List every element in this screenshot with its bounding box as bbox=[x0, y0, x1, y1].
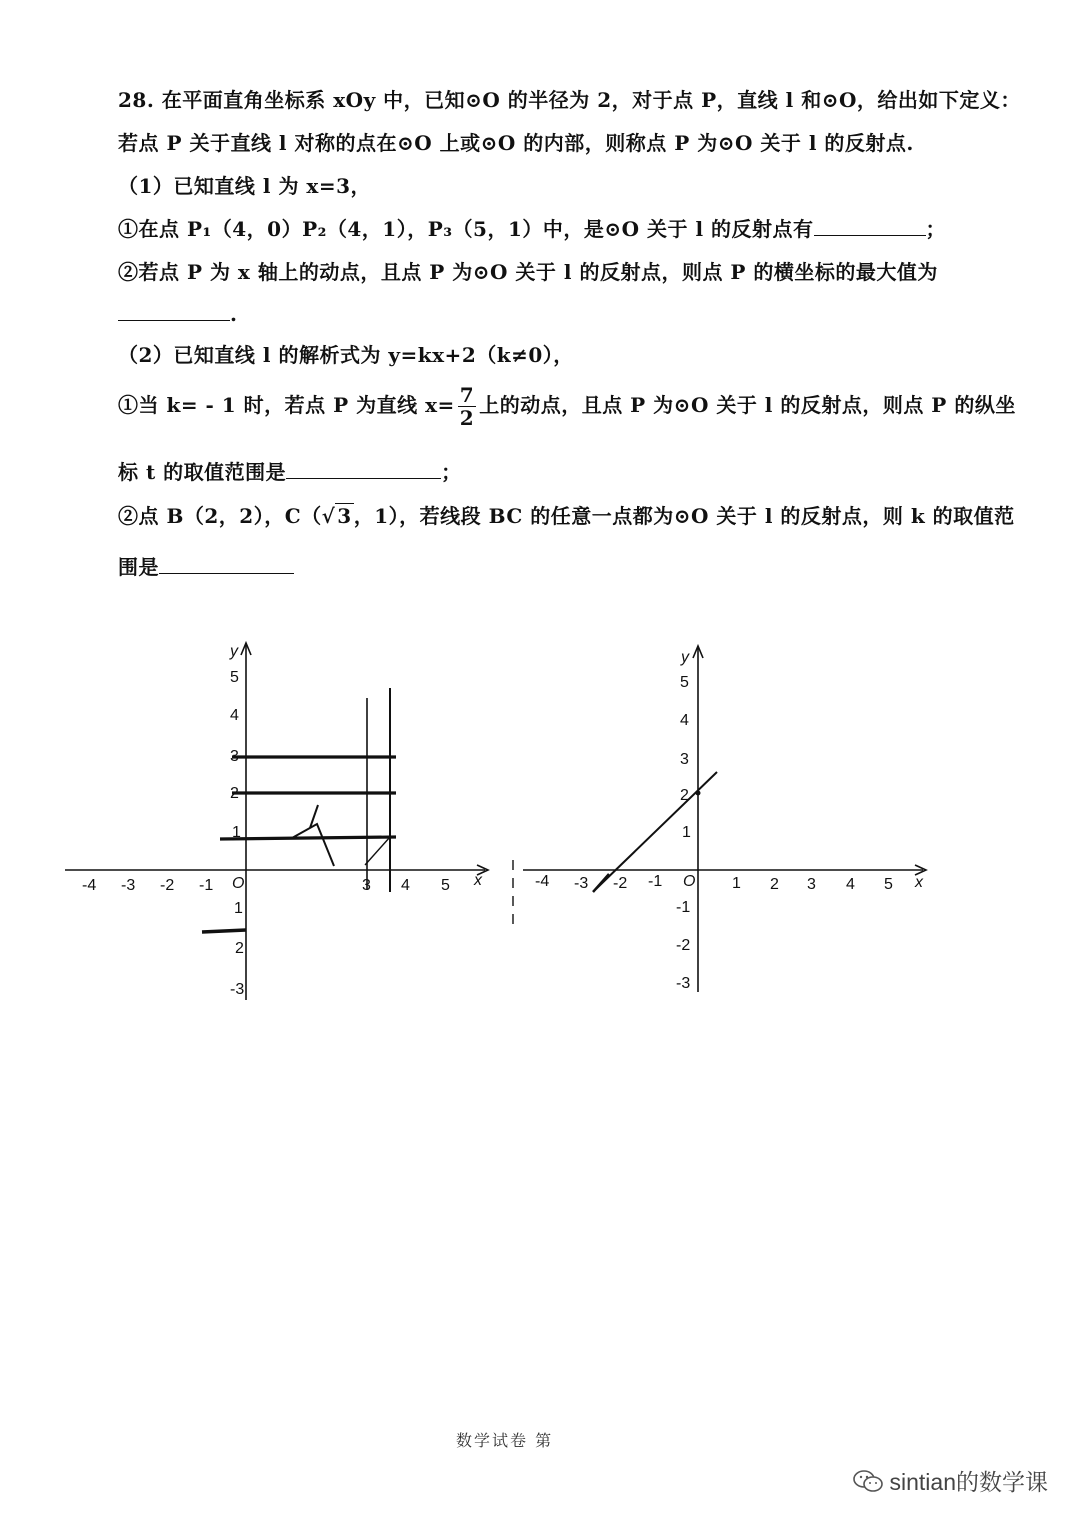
origin-label: O bbox=[232, 875, 245, 892]
x-axis-label: x bbox=[474, 872, 482, 889]
y-tick-label: 2 bbox=[680, 787, 689, 804]
x-tick-label: 4 bbox=[401, 877, 410, 894]
part1-q1: ①在点 P₁（4，0）P₂（4，1），P₃（5，1）中，是⊙O 关于 l 的反射点有 ； bbox=[118, 217, 947, 241]
question-intro: 在平面直角坐标系 xOy 中，已知⊙O 的半径为 2，对于点 P，直线 l 和⊙O，给出如下定义： bbox=[161, 88, 1021, 112]
y-tick-label: 1 bbox=[682, 824, 691, 841]
part1-q2-answer: . bbox=[118, 300, 1018, 326]
y-tick-label: 5 bbox=[680, 674, 689, 691]
x-tick-label: -4 bbox=[535, 873, 550, 890]
x-tick-label: 3 bbox=[362, 877, 371, 894]
part2-q2-cont: 围是 bbox=[118, 551, 1018, 580]
fraction: $\frac{7}{2}$ bbox=[459, 383, 475, 430]
origin-label: O bbox=[683, 873, 696, 890]
hand-line-y1 bbox=[220, 837, 396, 839]
x-tick-label: 3 bbox=[807, 876, 816, 893]
x-tick-label: -2 bbox=[160, 877, 175, 894]
y-tick-label: 3 bbox=[230, 748, 239, 765]
y-tick-label: 2 bbox=[235, 940, 244, 957]
y-tick-label: 4 bbox=[230, 707, 239, 724]
hand-lines bbox=[202, 688, 396, 932]
sqrt-expression: √ 3 bbox=[321, 504, 352, 528]
y-tick-label: -3 bbox=[676, 975, 691, 992]
y-tick-label: -2 bbox=[676, 937, 691, 954]
point-0-2 bbox=[696, 791, 701, 796]
y-tick-label: 1 bbox=[232, 824, 241, 841]
part1-q2: ②若点 P 为 x 轴上的动点，且点 P 为⊙O 关于 l 的反射点，则点 P 的横坐标的最大值为 bbox=[118, 260, 938, 284]
question-number: 28. bbox=[118, 88, 155, 112]
watermark bbox=[852, 1464, 1048, 1497]
answer-blank[interactable] bbox=[159, 553, 294, 574]
x-tick-label: 2 bbox=[770, 876, 779, 893]
x-tick-label: 5 bbox=[884, 876, 893, 893]
y-tick-label: 3 bbox=[680, 751, 689, 768]
wechat-icon bbox=[852, 1469, 884, 1493]
y-tick-label: 1 bbox=[234, 900, 243, 917]
y-axis-label: y bbox=[230, 643, 238, 660]
graph-right bbox=[505, 640, 935, 1010]
answer-blank[interactable] bbox=[286, 458, 441, 479]
x-tick-label: -1 bbox=[648, 873, 663, 890]
part2-q1-cont: 标 t 的取值范围是 ； bbox=[118, 460, 462, 484]
y-tick-label: 4 bbox=[680, 712, 689, 729]
x-axis-label: x bbox=[915, 874, 923, 891]
y-axis-label: y bbox=[681, 649, 689, 666]
part2-q2: ②点 B（2，2），C（√ 3 ，1），若线段 BC 的任意一点都为⊙O 关于 l 的反射点，则 k 的取值范 bbox=[118, 504, 1015, 528]
x-tick-label: -3 bbox=[574, 875, 589, 892]
x-tick-label: -1 bbox=[199, 877, 214, 894]
y-tick-label: -3 bbox=[230, 981, 245, 998]
question-definition: 若点 P 关于直线 l 对称的点在⊙O 上或⊙O 的内部，则称点 P 为⊙O 关于 l 的反射点. bbox=[118, 131, 914, 155]
watermark-text: sintian的数学课 bbox=[889, 1469, 1048, 1495]
hand-diagonal bbox=[365, 837, 390, 865]
hand-stroke bbox=[593, 874, 609, 892]
graph-left bbox=[60, 640, 500, 1010]
y-tick-label: 2 bbox=[230, 785, 239, 802]
line-l bbox=[596, 772, 717, 889]
hand-mark-left bbox=[202, 930, 246, 932]
answer-blank[interactable] bbox=[118, 300, 230, 321]
part2-title: （2）已知直线 l 的解析式为 y=kx+2（k≠0）， bbox=[118, 343, 574, 367]
x-tick-label: -3 bbox=[121, 877, 136, 894]
y-tick-label: 5 bbox=[230, 669, 239, 686]
page-footer: 数学试卷 第 bbox=[456, 1431, 554, 1450]
y-tick-label: -1 bbox=[676, 899, 691, 916]
part2-q1: ①当 k= - 1 时，若点 P 为直线 x= $\frac{7}{2}$ 上的动点，且点 P 为⊙O 关于 l 的反射点，则点 P 的纵坐 bbox=[118, 383, 1016, 430]
part1-title: （1）已知直线 l 为 x=3， bbox=[118, 174, 371, 198]
x-tick-label: 4 bbox=[846, 876, 855, 893]
x-tick-label: -2 bbox=[613, 875, 628, 892]
x-tick-label: 5 bbox=[441, 877, 450, 894]
x-tick-label: -4 bbox=[82, 877, 97, 894]
x-tick-label: 1 bbox=[732, 875, 741, 892]
hand-sketch bbox=[292, 824, 334, 866]
answer-blank[interactable] bbox=[814, 215, 926, 236]
question-line-1 bbox=[118, 84, 1021, 113]
